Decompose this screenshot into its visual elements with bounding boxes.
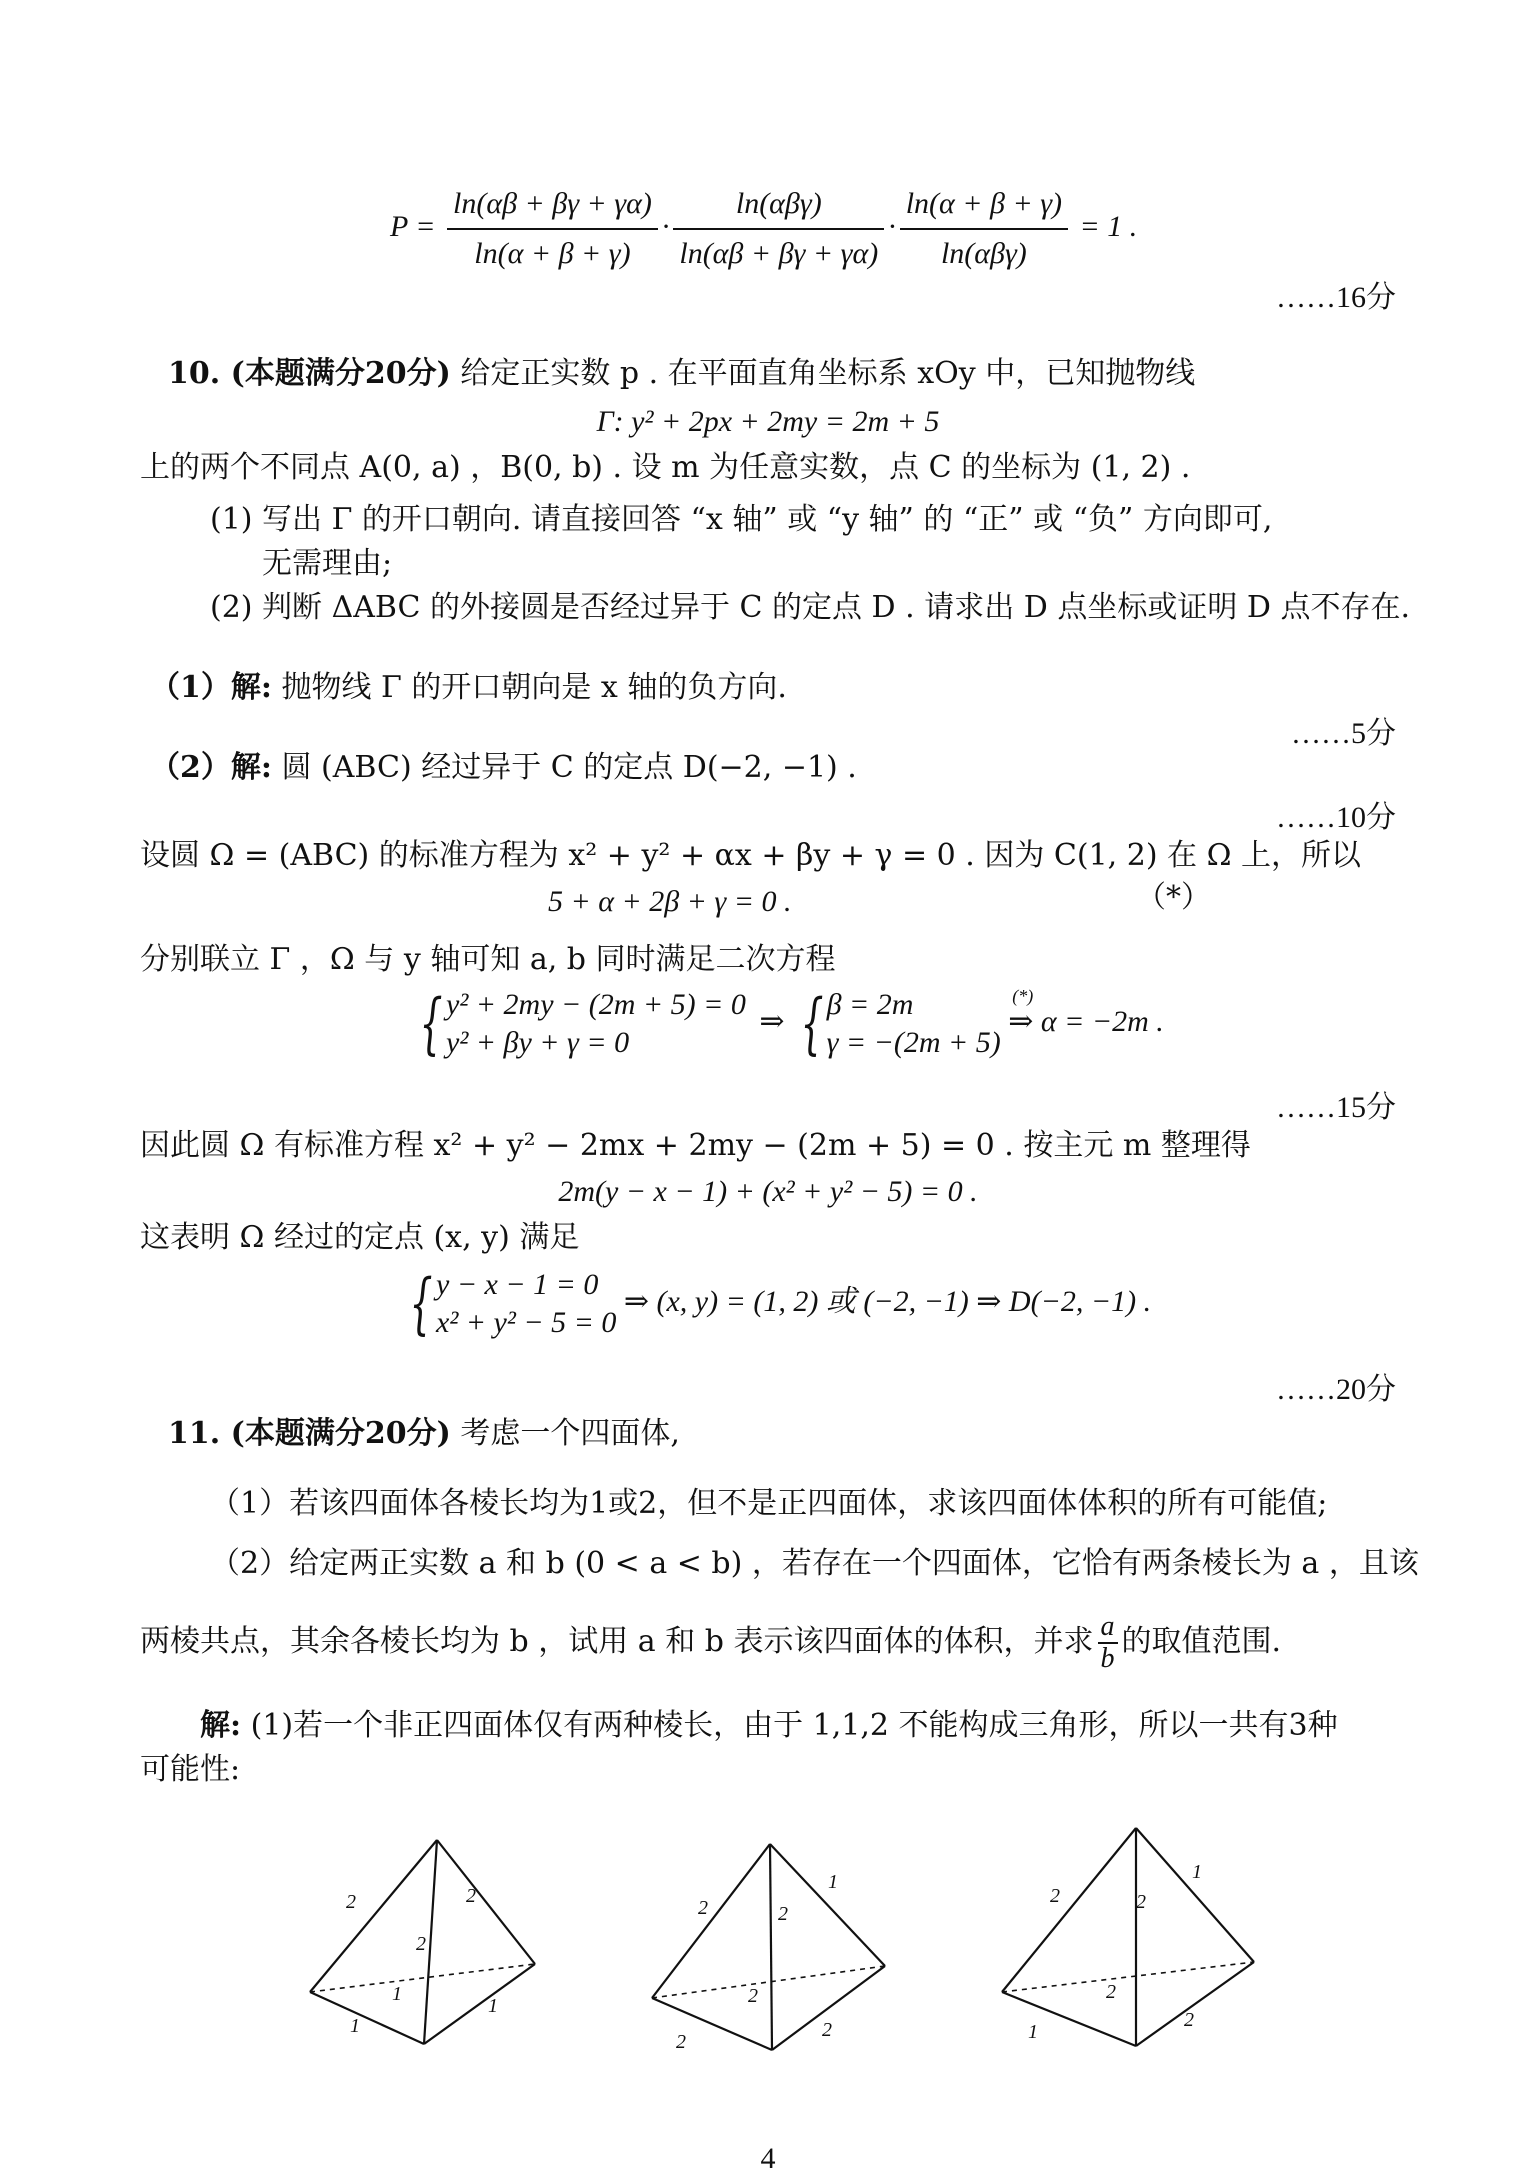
tetrahedron-3: [1002, 1828, 1254, 2046]
t1-label-4: 1: [350, 2015, 360, 2037]
score-5: ……5分: [1291, 717, 1396, 750]
q10-line2: 上的两个不同点 A(0, a) ，B(0, b) . 设 m 为任意实数，点 C 的坐标为 (1, 2) .: [140, 450, 1191, 485]
t1-label-2: 2: [416, 1933, 426, 1955]
score-10: ……10分: [1276, 801, 1396, 834]
t2-label-4: 2: [676, 2031, 686, 2053]
page-number: 4: [760, 2142, 776, 2175]
implies-arrow: ⇒: [759, 1004, 785, 1038]
q10-line1: [168, 354, 1195, 394]
sol10-system-2: { y − x − 1 = 0 x² + y² − 5 = 0 ⇒ (x, y) = (1, 2) 或 (−2, −1) ⇒ D(−2, −1) .: [409, 1265, 1152, 1342]
t3-label-0: 2: [1050, 1885, 1060, 1907]
p-rhs: = 1 .: [1079, 209, 1138, 243]
t1-label-1: 2: [466, 1885, 476, 1907]
q10-part1-a: (1) 写出 Γ 的开口朝向. 请直接回答 “x 轴” 或 “y 轴” 的 “正” 或 “负” 方向即可,: [210, 502, 1273, 537]
sol10-line8: 这表明 Ω 经过的定点 (x, y) 满足: [140, 1220, 580, 1255]
sol10-line6: 因此圆 Ω 有标准方程 x² + y² − 2mx + 2my − (2m + 5) = 0 . 按主元 m 整理得: [140, 1128, 1251, 1163]
q10-intro: 给定正实数 p . 在平面直角坐标系 xOy 中，已知抛物线: [460, 356, 1196, 391]
score-16: ……16分: [1276, 281, 1396, 314]
t3-label-1: 2: [1136, 1891, 1146, 1913]
sol10-line5: 分别联立 Γ ，Ω 与 y 轴可知 a, b 同时满足二次方程: [140, 942, 836, 977]
t2-label-0: 2: [698, 1897, 708, 1919]
tetrahedron-2: [652, 1844, 885, 2050]
t1-label-5: 1: [488, 1995, 498, 2017]
t2-label-5: 2: [822, 2019, 832, 2041]
q11-part1: （1）若该四面体各棱长均为1或2，但不是正四面体，求该四面体体积的所有可能值;: [210, 1486, 1328, 1521]
score-20: ……20分: [1276, 1373, 1396, 1406]
sol10-star-mark: （*）: [1136, 880, 1211, 915]
sol10-ans2: （2）解: 圆 (ABC) 经过异于 C 的定点 D(−2, −1) .: [150, 750, 857, 785]
fraction-2: $\frac{\text{ln(αβγ)}}{\ln(\alpha\beta + \beta\gamma + \gamma\alpha)}$: [673, 182, 884, 276]
sol11-label: 解:: [200, 1708, 242, 1743]
sol10-system-1: { y² + 2my − (2m + 5) = 0 y² + βy + γ = 0 ⇒ { β = 2m γ = −(2m + 5) (*) ⇒ α = −2m .: [410, 986, 1164, 1062]
sol10-line7: 2m(y − x − 1) + (x² + y² − 5) = 0 .: [558, 1175, 978, 1208]
t2-label-1: 2: [778, 1903, 788, 1925]
q11-part2-cont: 两棱共点，其余各棱长均为 b ，试用 a 和 b 表示该四面体的体积，并求 $\frac{a}{b}$ 的取值范围.: [140, 1611, 1282, 1674]
t3-label-3: 2: [1106, 1981, 1116, 2003]
t3-label-5: 2: [1184, 2009, 1194, 2031]
t2-label-2: 1: [828, 1871, 838, 1893]
sol11-line1: 解: (1)若一个非正四面体仅有两种棱长，由于 1,1,2 不能构成三角形，所以一共有3种: [200, 1708, 1338, 1743]
star-label: (*): [1012, 985, 1034, 1006]
q11-line1: [168, 1414, 680, 1454]
sol10-line3: 设圆 Ω = (ABC) 的标准方程为 x² + y² + αx + βy + γ = 0 . 因为 C(1, 2) 在 Ω 上，所以: [140, 838, 1362, 873]
t3-label-2: 1: [1192, 1861, 1202, 1883]
q11-header: 11. (本题满分20分): [168, 1416, 451, 1451]
p-lhs: P =: [390, 209, 436, 243]
fraction-1: $\frac{\ln(\alpha\beta + \beta\gamma + \gamma\alpha)}{\ln(\alpha + \beta + \gamma)}$: [447, 182, 658, 276]
q11-part2: （2）给定两正实数 a 和 b (0 < a < b) ，若存在一个四面体，它恰有两条棱长为 a ，且该: [210, 1546, 1419, 1581]
sol11-line2: 可能性:: [140, 1752, 241, 1787]
t2-label-3: 2: [748, 1985, 758, 2007]
sol10-line4: 5 + α + 2β + γ = 0 .: [548, 885, 792, 918]
a-over-b: $\frac{a}{b}$: [1098, 1612, 1118, 1674]
score-15: ……15分: [1276, 1091, 1396, 1124]
sys3-result: ⇒ (x, y) = (1, 2) 或 (−2, −1) ⇒ D(−2, −1) .: [623, 1284, 1152, 1318]
tetrahedron-figures: [0, 1816, 1536, 2056]
t3-label-4: 1: [1028, 2021, 1038, 2043]
q10-part2: (2) 判断 ΔABC 的外接圆是否经过异于 C 的定点 D . 请求出 D 点坐标或证明 D 点不存在.: [210, 590, 1410, 625]
t1-label-3: 1: [392, 1983, 402, 2005]
sol10-ans1: （1）解: 抛物线 Γ 的开口朝向是 x 轴的负方向.: [150, 670, 787, 705]
q11-intro: 考虑一个四面体,: [460, 1416, 680, 1451]
q10-part1-b: 无需理由;: [262, 546, 393, 581]
q10-curve: Γ: y² + 2px + 2my = 2m + 5: [596, 405, 940, 438]
fraction-3: $\frac{\ln(\alpha + \beta + \gamma)}{\text{ln(αβγ)}}$: [900, 182, 1068, 276]
sys-result: ⇒ α = −2m .: [1008, 1004, 1164, 1038]
p-formula: P = $\frac{\ln(\alpha\beta + \beta\gamma + \gamma\alpha)}{\ln(\alpha + \beta + \gamma)}$ · $\frac{\text{ln(αβγ)}}{\ln(\alpha\beta + \beta\gamma + \gamma\alpha)}$ · $\frac{\ln(\alpha + \beta + \gamma)}{\text{ln(αβγ)}}$ = 1 .: [390, 182, 1137, 276]
t1-label-0: 2: [346, 1891, 356, 1913]
q10-header: 10. (本题满分20分): [168, 356, 451, 391]
